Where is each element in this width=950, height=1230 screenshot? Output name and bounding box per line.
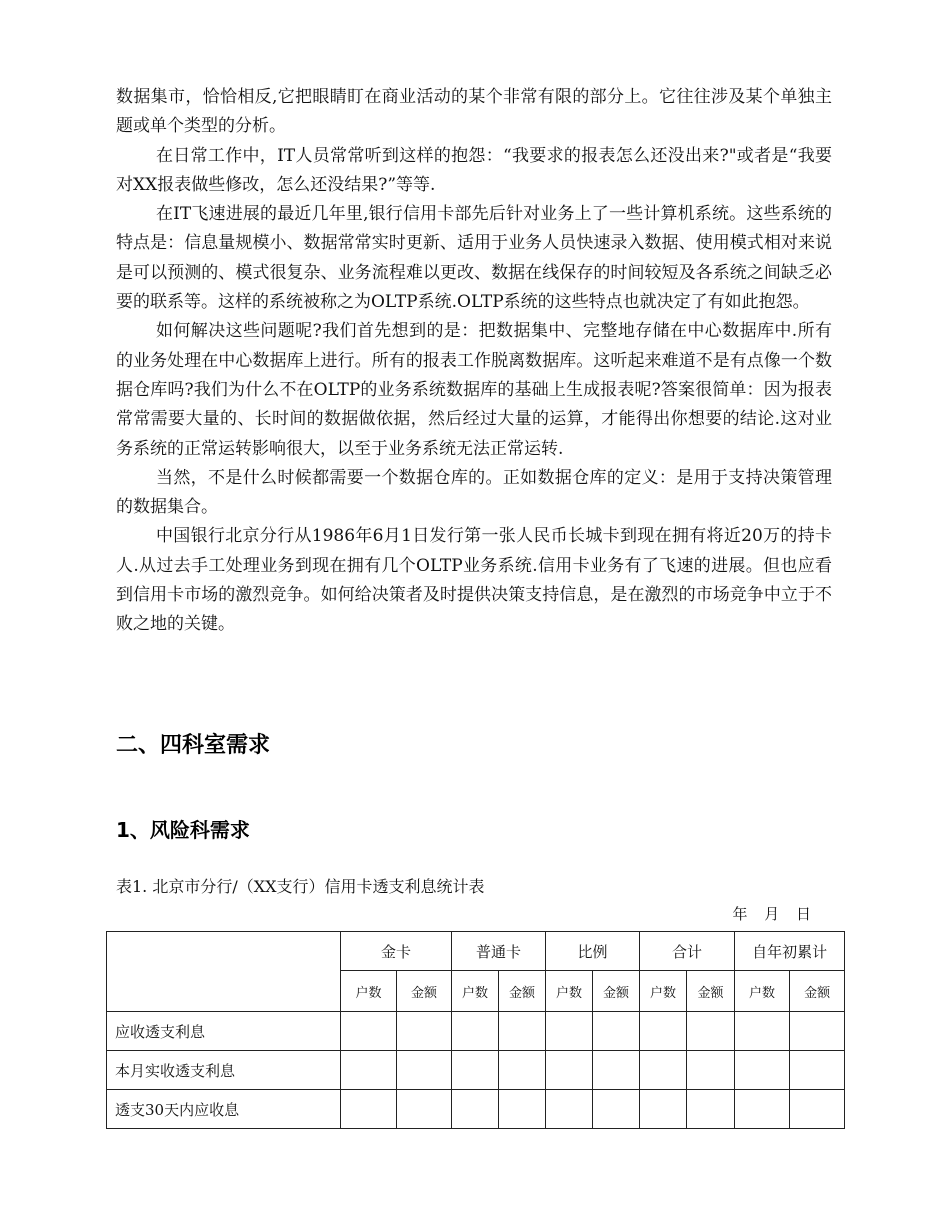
overdraft-interest-table xyxy=(106,931,845,1129)
paragraph-oltp-systems: 在IT飞速进展的最近几年里,银行信用卡部先后针对业务上了一些计算机系统。这些系统的特点是：信息量规模小、数据常常实时更新、适用于业务人员快速录入数据、使用模式相对来说是可以预测的、模式很复杂、业务流程难以更改、数据在线保存的时间较短及各系统之间缺乏必要的联系等。这样的系统被称之为OLTP系统.OLTP系统的这些特点也就决定了有如此抱怨。 xyxy=(116,204,832,313)
subsection-heading: 1、风险科需求 xyxy=(116,818,250,842)
table-cell xyxy=(341,1090,397,1129)
section-heading: 二、四科室需求 xyxy=(116,733,271,758)
table-cell xyxy=(499,1090,546,1129)
table-cell xyxy=(790,1051,845,1090)
table-cell xyxy=(593,1090,640,1129)
table-cell xyxy=(452,1012,499,1051)
table-cell xyxy=(452,1051,499,1090)
table-cell xyxy=(499,1051,546,1090)
paragraph-boc-beijing: 中国银行北京分行从1986年6月1日发行第一张人民币长城卡到现在拥有将近20万的持卡人.从过去手工处理业务到现在拥有几个OLTP业务系统.信用卡业务有了飞速的进展。但也应看到信用卡市场的激烈竞争。如何给决策者及时提供决策支持信息，是在激烈的市场竞争中立于不败之地的关键。 xyxy=(116,526,832,635)
paragraph-warehouse-definition: 当然，不是什么时候都需要一个数据仓库的。正如数据仓库的定义：是用于支持决策管理的数据集合。 xyxy=(116,467,832,518)
row-label-monthly-received-interest: 本月实收透支利息 xyxy=(107,1051,341,1090)
table-cell xyxy=(546,1012,593,1051)
sub-header-amount: 金额 xyxy=(790,971,845,1012)
paragraph-intro: 数据集市，恰恰相反,它把眼睛盯在商业活动的某个非常有限的部分上。它往往涉及某个单独主题或单个类型的分析。 xyxy=(116,87,832,137)
table-corner-cell xyxy=(107,932,341,1012)
table-cell xyxy=(735,1090,790,1129)
table-row xyxy=(107,1051,845,1090)
row-label-receivable-interest: 应收透支利息 xyxy=(107,1012,341,1051)
table-row xyxy=(107,1012,845,1051)
table-cell xyxy=(593,1051,640,1090)
table-cell xyxy=(735,1012,790,1051)
table-cell xyxy=(397,1051,452,1090)
header-standard-card: 普通卡 xyxy=(452,932,546,971)
table-cell xyxy=(593,1012,640,1051)
sub-header-accounts: 户数 xyxy=(452,971,499,1012)
table-cell xyxy=(341,1051,397,1090)
table-cell xyxy=(640,1051,687,1090)
sub-header-accounts: 户数 xyxy=(341,971,397,1012)
row-label-30day-receivable-interest: 透支30天内应收息 xyxy=(107,1090,341,1129)
table-cell xyxy=(735,1051,790,1090)
sub-header-amount: 金额 xyxy=(593,971,640,1012)
header-gold-card: 金卡 xyxy=(341,932,452,971)
header-ratio: 比例 xyxy=(546,932,640,971)
table-cell xyxy=(499,1012,546,1051)
header-ytd-cumulative: 自年初累计 xyxy=(735,932,845,971)
table-cell xyxy=(546,1051,593,1090)
paragraph-complaints: 在日常工作中，IT人员常常听到这样的抱怨：“我要求的报表怎么还没出来?"或者是“我要对XX报表做些修改，怎么还没结果?”等等. xyxy=(116,145,832,195)
table-cell xyxy=(546,1090,593,1129)
table-cell xyxy=(687,1090,735,1129)
table-cell xyxy=(640,1012,687,1051)
table-cell xyxy=(640,1090,687,1129)
header-total: 合计 xyxy=(640,932,735,971)
table-cell xyxy=(687,1051,735,1090)
sub-header-accounts: 户数 xyxy=(640,971,687,1012)
table-cell xyxy=(687,1012,735,1051)
table-row xyxy=(107,1090,845,1129)
table-cell xyxy=(790,1090,845,1129)
body-text xyxy=(116,83,832,640)
paragraph-solution: 如何解决这些问题呢?我们首先想到的是：把数据集中、完整地存储在中心数据库中.所有的业务处理在中心数据库上进行。所有的报表工作脱离数据库。这听起来难道不是有点像一个数据仓库吗?我们为什么不在OLTP的业务系统数据库的基础上生成报表呢?答案很简单：因为报表常常需要大量的、长时间的数据做依据，然后经过大量的运算，才能得出你想要的结论.这对业务系统的正常运转影响很大，以至于业务系统无法正常运转. xyxy=(116,321,832,459)
sub-header-accounts: 户数 xyxy=(735,971,790,1012)
sub-header-amount: 金额 xyxy=(687,971,735,1012)
table-cell xyxy=(452,1090,499,1129)
sub-header-amount: 金额 xyxy=(499,971,546,1012)
table-date-line: 年 月 日 xyxy=(732,905,817,923)
table-cell xyxy=(341,1012,397,1051)
table-cell xyxy=(790,1012,845,1051)
table-cell xyxy=(397,1012,452,1051)
table-cell xyxy=(397,1090,452,1129)
sub-header-accounts: 户数 xyxy=(546,971,593,1012)
table-group-header-row xyxy=(107,932,845,971)
sub-header-amount: 金额 xyxy=(397,971,452,1012)
table-caption: 表1. 北京市分行/（XX支行）信用卡透支利息统计表 xyxy=(116,877,485,896)
